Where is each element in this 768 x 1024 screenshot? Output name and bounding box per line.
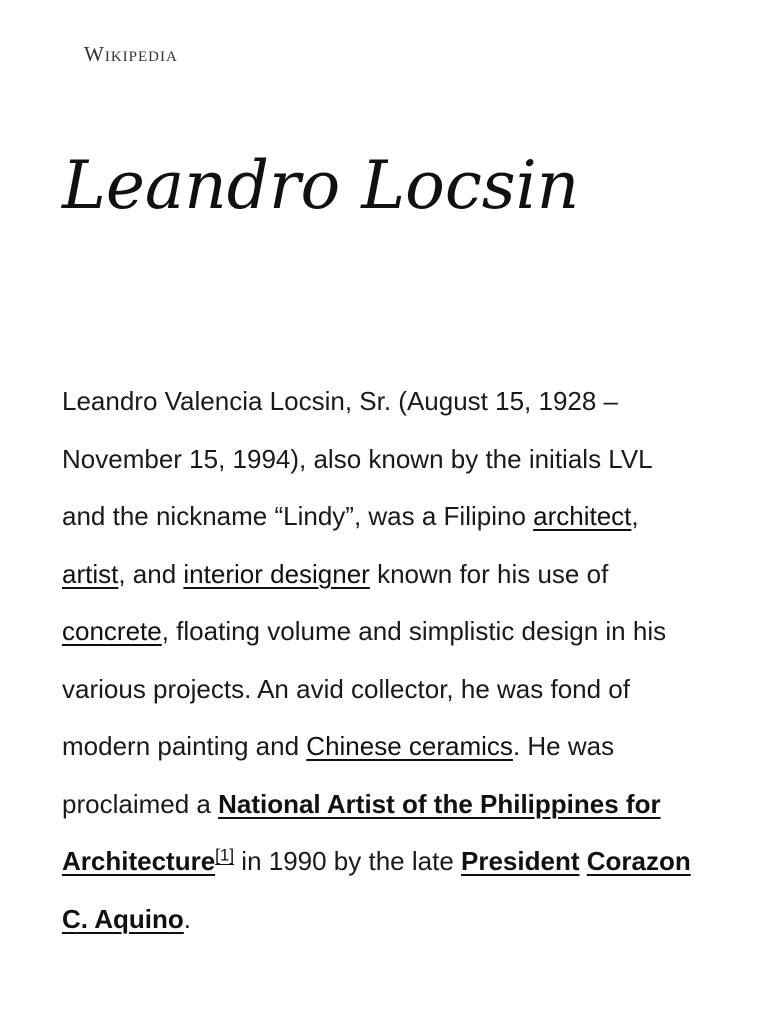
article-lead-paragraph [62, 373, 702, 948]
text-segment: , floating volume and simplistic design in his various projects. An avid collector, he was fond of modern painting and [62, 616, 667, 761]
link-interior-designer[interactable]: interior designer [183, 558, 370, 589]
link-president[interactable]: President [461, 846, 580, 876]
link-architect[interactable]: architect [533, 501, 632, 531]
page-title: Leandro Locsin [62, 147, 580, 224]
link-concrete[interactable]: concrete [62, 616, 162, 646]
link-corazon-aquino[interactable]: Corazon C. Aquino [62, 846, 691, 934]
text-segment: , [631, 501, 639, 531]
link-artist[interactable]: artist [62, 558, 119, 589]
text-segment: Leandro Valencia Locsin, Sr. (August 15, 1928 – November 15, 1994), also known by the initials LVL and the nickname “Lindy”, was a Filipino [62, 386, 652, 531]
text-segment: known for his use of [369, 558, 609, 589]
text-segment [580, 846, 587, 876]
text-segment: , and [118, 558, 184, 589]
reference-link-1[interactable]: [1] [215, 845, 235, 865]
link-chinese-ceramics[interactable]: Chinese ceramics [306, 731, 513, 761]
text-segment: . [183, 903, 192, 934]
text-segment: . He was proclaimed a [62, 731, 615, 819]
text-segment: in 1990 by the late [234, 846, 462, 876]
wikipedia-wordmark[interactable]: Wikipedia [84, 42, 178, 66]
link-national-artist[interactable]: National Artist of the Philippines for Architecture [62, 788, 661, 876]
reference-superscript [215, 845, 234, 864]
